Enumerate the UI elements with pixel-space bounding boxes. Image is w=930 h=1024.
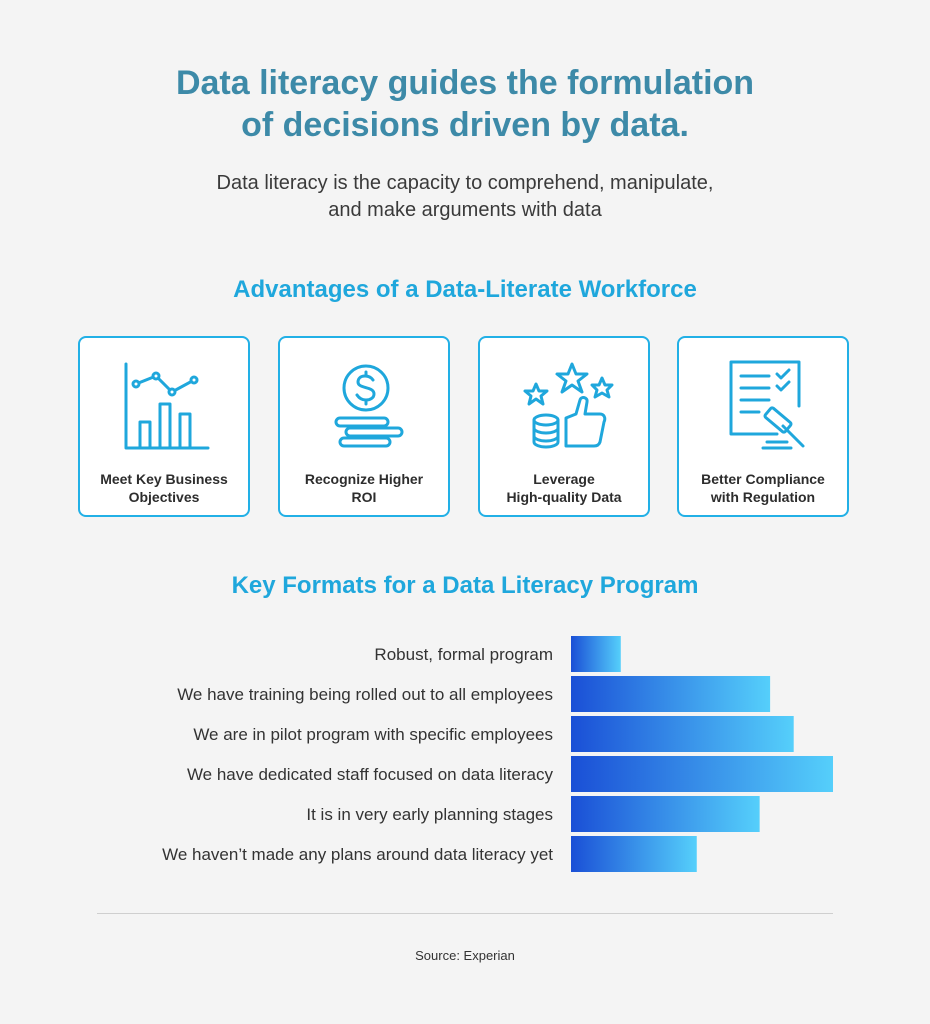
chart-category-label: We are in pilot program with specific employees	[193, 725, 553, 744]
advantage-label-line-2: ROI	[351, 489, 377, 505]
advantage-card-higher-roi	[278, 336, 450, 517]
chart-bar	[571, 676, 770, 712]
advantage-label-line-2: Objectives	[128, 489, 200, 505]
advantage-label-line-2: with Regulation	[710, 489, 816, 505]
advantage-label	[84, 470, 244, 506]
source-note: Source: Experian	[415, 948, 515, 963]
footer-divider	[97, 913, 833, 914]
checklist-gavel-icon	[715, 356, 815, 456]
chart-category-label: It is in very early planning stages	[306, 805, 553, 824]
advantage-card-high-quality-data	[478, 336, 650, 517]
advantage-label-line-1: Leverage	[533, 471, 595, 487]
chart-bar	[571, 716, 794, 752]
chart-bar	[571, 836, 697, 872]
advantage-card-business-objectives	[78, 336, 250, 517]
stars-thumbs-up-database-icon	[516, 356, 616, 456]
chart-category-label: We haven’t made any plans around data literacy yet	[162, 845, 553, 864]
advantage-label	[484, 470, 644, 506]
advantage-label-line-2: High-quality Data	[506, 489, 622, 505]
advantage-card-compliance	[677, 336, 849, 517]
advantage-label-line-1: Meet Key Business	[100, 471, 228, 487]
advantage-label	[683, 470, 843, 506]
page-title	[0, 62, 930, 146]
page-subtitle	[0, 170, 930, 224]
advantage-label-line-1: Better Compliance	[701, 471, 825, 487]
advantages-heading: Advantages of a Data-Literate Workforce	[233, 276, 697, 303]
chart-category-label: We have training being rolled out to all employees	[177, 685, 553, 704]
subtitle-line-1: Data literacy is the capacity to comprehend, manipulate,	[216, 172, 714, 194]
dollar-coins-icon	[316, 356, 416, 456]
chart-title: Key Formats for a Data Literacy Program	[231, 572, 699, 599]
chart-category-label: Robust, formal program	[374, 645, 553, 664]
formats-bar-chart	[0, 630, 930, 880]
chart-category-label: We have dedicated staff focused on data literacy	[186, 765, 553, 784]
subtitle-line-2: and make arguments with data	[328, 199, 602, 221]
chart-bar	[571, 756, 833, 792]
title-line-1: Data literacy guides the formulation	[175, 64, 755, 102]
chart-bar	[571, 636, 621, 672]
chart-bar	[571, 796, 760, 832]
title-line-2: of decisions driven by data.	[241, 106, 689, 144]
bar-line-chart-icon	[116, 356, 216, 456]
advantage-label	[284, 470, 444, 506]
advantage-label-line-1: Recognize Higher	[304, 471, 424, 487]
